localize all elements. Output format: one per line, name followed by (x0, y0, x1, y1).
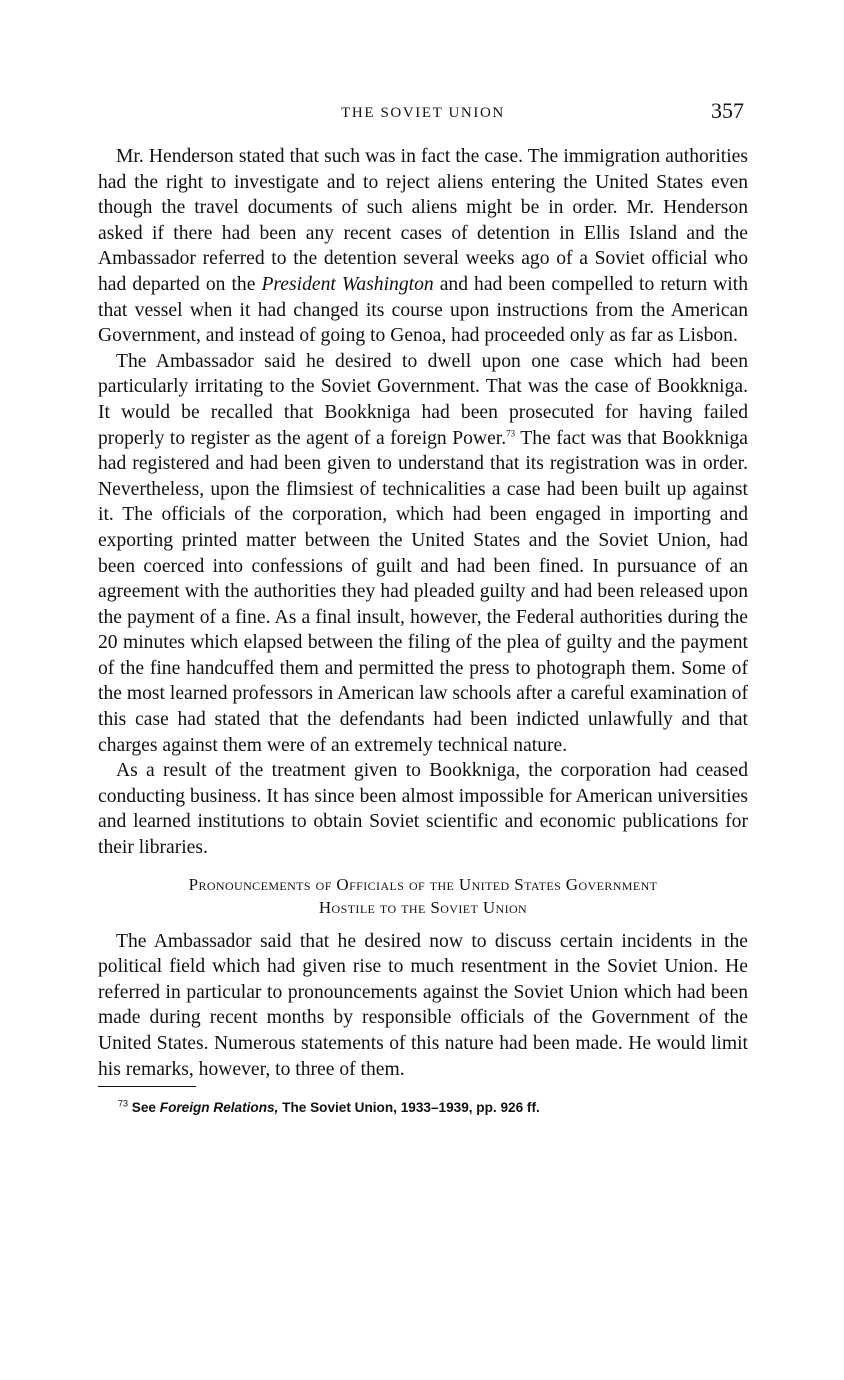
paragraph-bookkniga-case (98, 349, 748, 759)
section-heading-line: Hostile to the Soviet Union (318, 897, 528, 917)
paragraph-text: The fact was that Bookkniga had registered and had been given to understand that its registration was in order. Nevertheless, upon the flimsiest of technicalities a case had been built up against it. The officials of the corporation, which had been engaged in importing and exporting printed matter between the United States and the Soviet Union, had been coerced into confessions of guilt and had been fined. In pursuance of an agreement with the authorities they had pleaded guilty and had been released upon the payment of a fine. As a final insult, however, the Federal authorities during the 20 minutes which elapsed between the filing of the plea of guilty and the payment of the fine handcuffed them and permitted the press to photograph them. Some of the most learned professors in American law schools after a careful examination of this case had stated that the defendants had been indicted unlawfully and that charges against them were of an extremely technical nature. (98, 427, 748, 756)
paragraph-political-incidents: The Ambassador said that he desired now to discuss certain incidents in the political field which had given rise to much resentment in the Soviet Union. He referred in particular to pronouncements against the Soviet Union which had been made during recent months by responsible officials of the Government of the United States. Numerous statements of this nature had been made. He would limit his remarks, however, to three of them. (98, 930, 748, 1080)
running-title: THE SOVIET UNION (341, 105, 505, 121)
page-body (98, 144, 748, 1117)
section-heading-line: Pronouncements of Officials of the United States Government (188, 874, 658, 894)
paragraph-text: Mr. Henderson stated that such was in fact the case. The immigration authorities had the right to investigate and to reject aliens entering the United States even though the travel documents of such aliens might be in order. Mr. Henderson asked if there had been any recent cases of detention in Ellis Island and the Ambassador referred to the detention several weeks ago of a Soviet official who had departed on the (98, 146, 748, 295)
section-heading (98, 873, 748, 919)
page-number: 357 (711, 98, 744, 123)
footnote-divider (98, 1086, 196, 1087)
footnote-number: 73 (118, 1098, 129, 1109)
paragraph-text: and had been compelled to return with that vessel when it had changed its course upon instructions from the American Government, and instead of going to Genoa, had proceeded only as far as Lisbon. (98, 273, 748, 347)
footnote-text: See (128, 1100, 160, 1116)
paragraph-text: The Ambassador said he desired to dwell upon one case which had been particularly irritating to the Soviet Government. That was the case of Bookkniga. It would be recalled that Bookkniga had been prosecuted for having failed properly to register as the agent of a foreign Power. (98, 350, 748, 449)
ship-name: President Washington (261, 273, 434, 295)
running-header (98, 98, 748, 130)
footnote-text: The Soviet Union, 1933–1939, pp. 926 ff. (278, 1100, 540, 1116)
footnote-reference: 73 (506, 428, 516, 438)
footnote-title: Foreign Relations, (159, 1100, 279, 1116)
paragraph-bookkniga-result: As a result of the treatment given to Bookkniga, the corporation had ceased conducting business. It has since been almost impossible for American universities and learned institutions to obtain Soviet scientific and economic publications for their libraries. (98, 760, 748, 859)
footnote (98, 1099, 748, 1117)
paragraph-henderson-immigration (98, 144, 748, 349)
